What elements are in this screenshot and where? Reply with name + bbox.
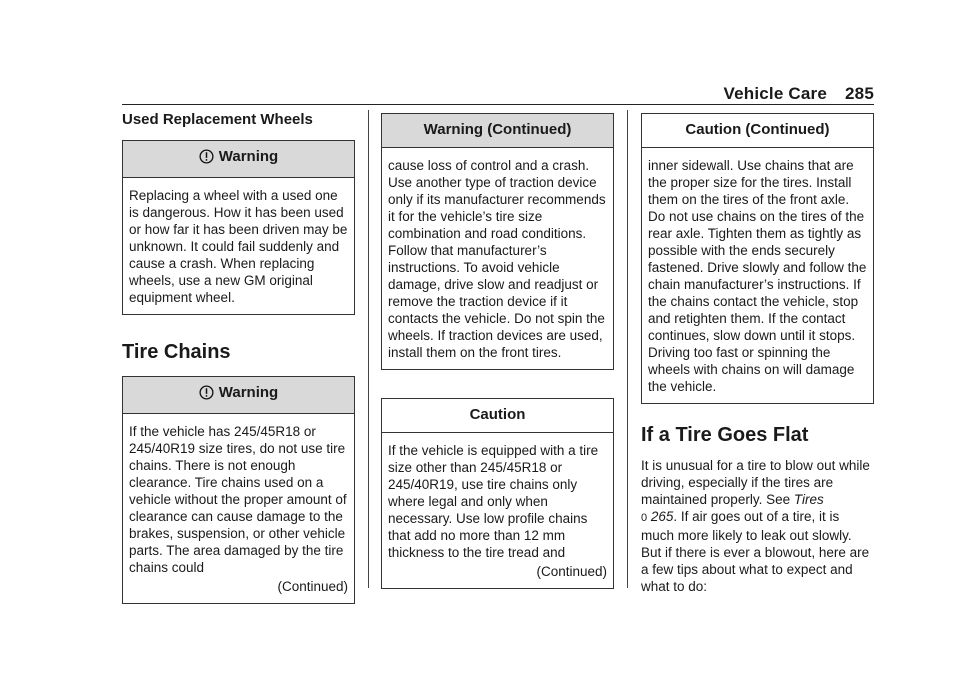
warning-box-tire-chains (122, 376, 355, 604)
caution-title: Caution (382, 399, 613, 433)
warning-box-wheels (122, 140, 355, 315)
warning-icon (199, 149, 214, 169)
warning-title (123, 377, 354, 414)
caution-continued-body: inner sidewall. Use chains that are the proper size for the tires. Install them on the tires of the front axle. Do not use chains on the tires of the rear axle. Tighten them as tightly as possible with the ends securely fastened. Drive slowly and follow the chain manufacturer’s instructions. If the chains contact the vehicle, stop and retighten them. If the contact continues, slow down until it stops. Driving too fast or spinning the wheels with chains on will damage the vehicle. (648, 158, 867, 394)
continued-label: (Continued) (536, 564, 607, 579)
caution-text: If the vehicle is equipped with a tire size other than 245/45R18 or 245/40R19, use tire chains only where legal and only when necessary. Use low profile chains that add no more than 12 mm thickness to the tire tread and (388, 443, 599, 560)
tires-link[interactable]: Tires (793, 492, 824, 507)
warning-continued-body: cause loss of control and a crash. Use another type of traction device only if its manufacturer recommends it for the vehicle’s tire size combination and road conditions. Follow that manufacturer’s instructions. To avoid vehicle damage, drive slow and readjust or remove the traction device if it contacts the vehicle. Do not spin the wheels. If traction devices are used, install them on the front tires. (388, 158, 606, 360)
column-1 (122, 110, 355, 604)
warning-title (123, 141, 354, 178)
warning-title-text: Warning (218, 384, 279, 401)
section-title-tire-flat: If a Tire Goes Flat (641, 424, 809, 446)
column-divider-2 (627, 110, 628, 588)
caution-continued-box (641, 113, 874, 404)
continued-label: (Continued) (277, 579, 348, 594)
paragraph-tire-flat (641, 457, 874, 595)
warning-title-text: Warning (218, 148, 279, 165)
caution-body (382, 433, 613, 588)
paragraph-text: . If air goes out of a tire, it is much more likely to leak out slowly. But if there is ever a blowout, here are a few tips about what to expect and what to do: (641, 509, 870, 594)
paragraph-text: It is unusual for a tire to blow out while driving, especially if the tires are maintained properly. See (641, 458, 870, 507)
column-divider-1 (368, 110, 369, 588)
column-3 (641, 113, 874, 595)
tires-page-link[interactable]: 265 (650, 509, 674, 524)
caution-box (381, 398, 614, 589)
section-title-tire-chains: Tire Chains (122, 341, 231, 363)
warning-continued-box (381, 113, 614, 370)
warning-text: If the vehicle has 245/45R18 or 245/40R19 size tires, do not use tire chains. There is not enough clearance. Tire chains used on a vehicle without the proper amount of clearance can cause damage to the brakes, suspension, or other vehicle parts. The area damaged by the tire chains could (129, 424, 347, 575)
page-header (724, 84, 875, 104)
warning-body: Replacing a wheel with a used one is dangerous. How it has been used or how far it has been driven may be unknown. It could fail suddenly and cause a crash. When replacing wheels, use a new GM original equipment wheel. (129, 188, 348, 305)
subhead-used-replacement-wheels: Used Replacement Wheels (122, 111, 313, 128)
page-number: 285 (845, 84, 874, 103)
warning-body (123, 414, 354, 603)
column-2 (381, 113, 614, 589)
header-rule (122, 104, 874, 105)
caution-continued-title: Caution (Continued) (642, 114, 873, 148)
header-title: Vehicle Care (723, 84, 828, 103)
warning-icon (199, 385, 214, 405)
warning-continued-title: Warning (Continued) (382, 114, 613, 148)
page-ref-icon: 0 (641, 512, 648, 524)
